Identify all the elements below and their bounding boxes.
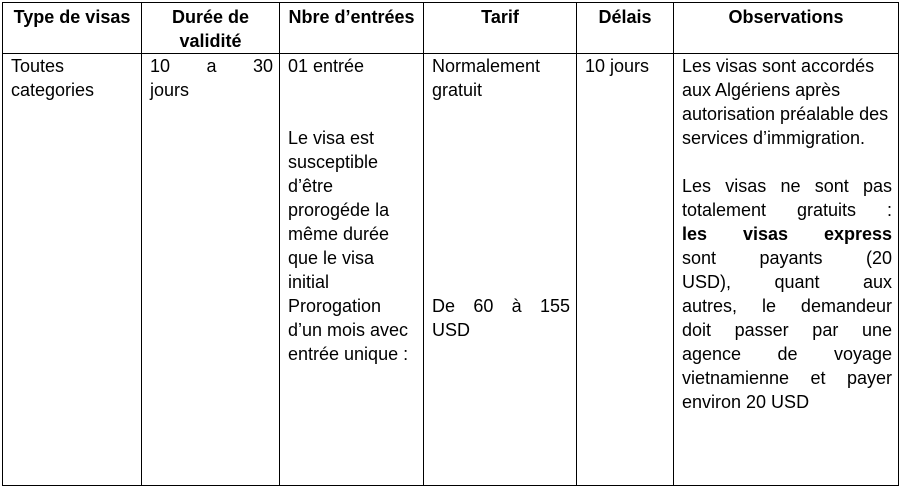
obs-line-3: les visas express [682, 224, 892, 244]
duree-sep: a [206, 56, 217, 76]
duree-line [150, 54, 273, 78]
cell-tarif [424, 54, 577, 486]
cell-delais [577, 54, 674, 486]
obs-para2 [682, 174, 892, 414]
obs-line-8: agence de voyage [682, 344, 892, 364]
cell-observations [674, 54, 899, 486]
obs-line-7: doit passer par une [682, 320, 892, 340]
obs-line-2: totalement gratuits : [682, 200, 892, 220]
obs-line-9: vietnamienne et payer [682, 368, 892, 388]
header-entrees: Nbre d’entrées [280, 3, 424, 54]
entrees-first: 01 entrée [288, 56, 365, 76]
cell-entrees [280, 54, 424, 486]
tarif-second [432, 294, 570, 342]
obs-line-4: sont payants (20 [682, 248, 892, 268]
header-tarif: Tarif [424, 3, 577, 54]
type-text: Toutes categories [11, 56, 95, 100]
obs-line-5: USD), quant aux [682, 272, 892, 292]
header-row [3, 3, 899, 54]
obs-line-1: Les visas ne sont pas [682, 176, 892, 196]
entrees-prorogation2: Prorogation d’un mois avec entrée unique : [288, 296, 409, 364]
duree-to: 30 [252, 56, 273, 76]
table-row [3, 54, 899, 486]
cell-duree [142, 54, 280, 486]
delais-text: 10 jours [585, 56, 650, 76]
duree-from: 10 [150, 56, 171, 76]
obs-line-6: autres, le demandeur [682, 296, 892, 316]
header-duree: Durée de validité [142, 3, 280, 54]
duree-unit: jours [150, 80, 190, 100]
header-observations: Observations [674, 3, 899, 54]
entrees-prorogation: Le visa est susceptible d’être prorogéde la même durée que le visa initial [288, 128, 390, 292]
tarif-second-text: De 60 à 155 USD [432, 296, 570, 340]
tarif-first: Normalement gratuit [432, 56, 541, 100]
header-type: Type de visas [3, 3, 142, 54]
obs-para1: Les visas sont accordés aux Algériens après autorisation préalable des services d’immigration. [682, 56, 889, 148]
header-delais: Délais [577, 3, 674, 54]
visa-table [2, 2, 899, 486]
obs-line-10: environ 20 USD [682, 392, 810, 412]
cell-type [3, 54, 142, 486]
